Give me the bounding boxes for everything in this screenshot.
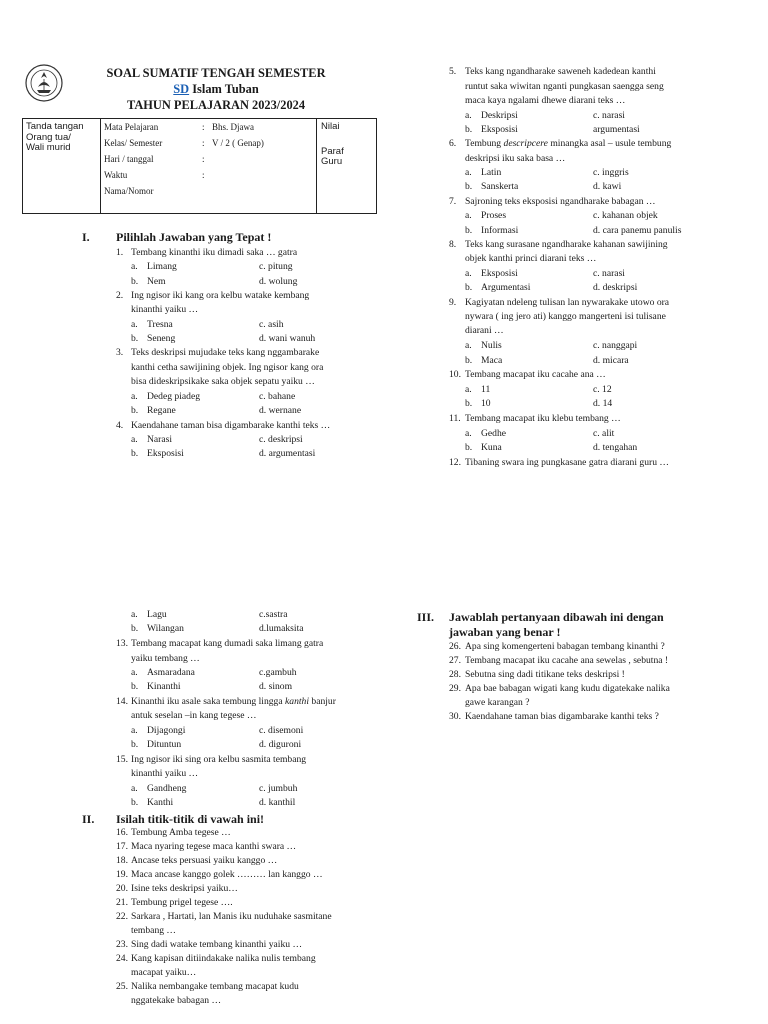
section-title: Isilah titik-titik di vawah ini! (116, 812, 265, 826)
academic-year: TAHUN PELAJARAN 2023/2024 (126, 98, 306, 112)
exam-title: SOAL SUMATIF TENGAH SEMESTER (106, 66, 326, 80)
teacher-initial-label: Guru (321, 156, 343, 167)
school-name-rest: Islam Tuban (192, 82, 259, 96)
exam-fields-cell (101, 119, 317, 214)
section-number: III. (417, 610, 435, 624)
field-class-semester: Kelas/ Semester : V / 2 ( Genap) (104, 138, 264, 148)
teacher-initial-label: Paraf (321, 145, 344, 157)
signature-label-line: Wali murid (26, 142, 71, 153)
field-time: Waktu : (104, 170, 205, 180)
section-title-line: Jawablah pertanyaan dibawah ini dengan (449, 610, 664, 624)
signature-label-line: Orang tua/ (26, 131, 71, 143)
section-title (449, 610, 664, 640)
school-link[interactable]: SD (173, 82, 190, 96)
section-title: Pilihlah Jawaban yang Tepat ! (116, 230, 272, 244)
section-number: I. (82, 230, 90, 244)
grade-label: Nilai (321, 121, 340, 132)
field-name-number: Nama/Nomor (104, 186, 154, 196)
student-info-table (22, 118, 377, 214)
field-date: Hari / tanggal : (104, 154, 205, 164)
school-name (60, 82, 372, 97)
parent-signature-cell (23, 119, 101, 214)
section-number: II. (82, 812, 95, 826)
field-subject: Mata Pelajaran : Bhs. Djawa (104, 122, 254, 132)
grade-cell (317, 119, 377, 214)
tut-wuri-handayani-logo (24, 63, 64, 103)
section-title-line: jawaban yang benar ! (449, 625, 561, 639)
signature-label-line: Tanda tangan (26, 121, 84, 132)
